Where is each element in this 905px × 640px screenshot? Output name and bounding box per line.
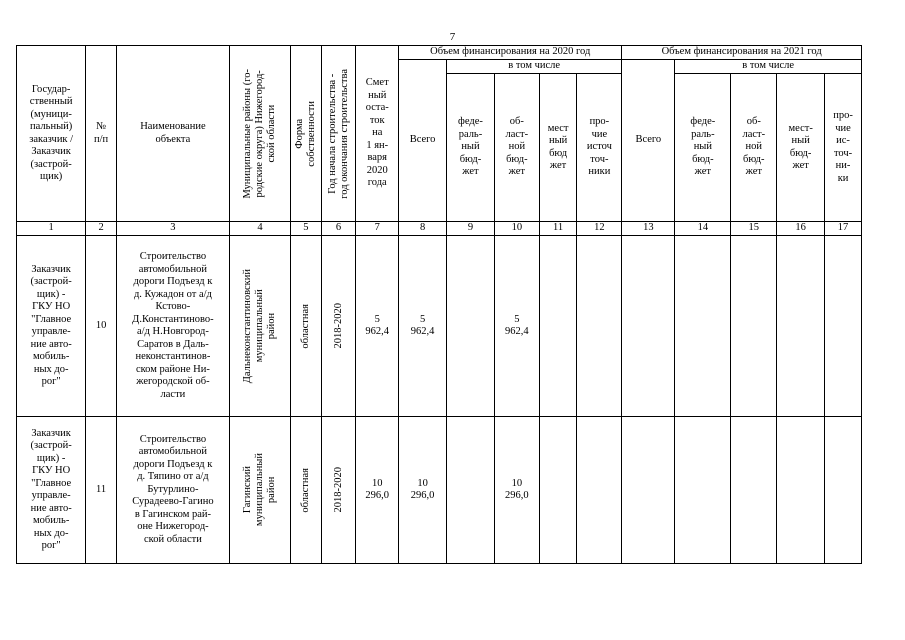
federal-2021-cell (675, 417, 731, 564)
row-number-cell: 10 (86, 236, 117, 417)
column-number: 6 (321, 222, 356, 236)
header-including-2021: в том числе (675, 60, 862, 74)
regional-2020-cell: 5 962,4 (494, 236, 539, 417)
local-2020-cell (539, 417, 577, 564)
column-number-row (17, 222, 862, 236)
other-2020-cell (577, 236, 622, 417)
header-row-1 (17, 46, 862, 60)
header-federal-2020: федe- раль- ный бюд- жет (447, 74, 495, 222)
estimate-cell: 10 296,0 (356, 417, 399, 564)
column-number: 15 (731, 222, 777, 236)
header-number: № п/п (86, 46, 117, 222)
header-regional-2021: об- ласт- ной бюд- жет (731, 74, 777, 222)
header-ownership (291, 46, 322, 222)
total-2021-cell (622, 236, 675, 417)
regional-2021-cell (731, 236, 777, 417)
column-number: 9 (447, 222, 495, 236)
header-estimate: Смет ный оста- ток на 1 ян- варя 2020 года (356, 46, 399, 222)
header-object-name: Наименование объекта (116, 46, 229, 222)
column-number: 11 (539, 222, 577, 236)
column-number: 5 (291, 222, 322, 236)
district-cell (229, 417, 290, 564)
local-2021-cell (777, 417, 825, 564)
column-number: 17 (825, 222, 862, 236)
years-cell (321, 236, 356, 417)
federal-2021-cell (675, 236, 731, 417)
column-number: 13 (622, 222, 675, 236)
regional-2020-cell: 10 296,0 (494, 417, 539, 564)
column-number: 16 (777, 222, 825, 236)
district-text: Гагинский муниципальный район (242, 453, 278, 527)
header-ownership-text: Форма собственности (293, 100, 317, 167)
header-other-2020: про- чие источ точ- ники (577, 74, 622, 222)
header-local-2020: мест ный бюд жет (539, 74, 577, 222)
customer-cell: Заказчик (застрой- щик) - ГКУ НО "Главное управле- ние авто- мобиль- ных до- рог" (17, 417, 86, 564)
header-total-2020: Всего (399, 60, 447, 222)
other-2020-cell (577, 417, 622, 564)
ownership-text: областная (299, 467, 311, 513)
total-2021-cell (622, 417, 675, 564)
page-number: 7 (449, 31, 456, 43)
local-2021-cell (777, 236, 825, 417)
years-cell (321, 417, 356, 564)
header-district (229, 46, 290, 222)
ownership-text: областная (299, 303, 311, 349)
total-2020-cell: 5 962,4 (399, 236, 447, 417)
column-number: 10 (494, 222, 539, 236)
header-including-2020: в том числе (447, 60, 622, 74)
column-number: 2 (86, 222, 117, 236)
column-number: 8 (399, 222, 447, 236)
years-text: 2018-2020 (332, 303, 344, 349)
total-2020-cell: 10 296,0 (399, 417, 447, 564)
row-number-cell: 11 (86, 417, 117, 564)
column-number: 1 (17, 222, 86, 236)
other-2021-cell (825, 236, 862, 417)
years-text: 2018-2020 (332, 467, 344, 513)
column-number: 3 (116, 222, 229, 236)
header-district-text: Муниципальные районы (го- родские округа) Нижегород- ской области (242, 68, 278, 199)
column-number: 7 (356, 222, 399, 236)
column-number: 4 (229, 222, 290, 236)
estimate-cell: 5 962,4 (356, 236, 399, 417)
table-row (17, 417, 862, 564)
district-text: Дальнеконстантиновский муниципальный район (242, 268, 278, 384)
header-federal-2021: федe- раль- ный бюд- жет (675, 74, 731, 222)
object-name-cell: Строительство автомобильной дороги Подъезд к д. Кужадон от а/д Кстово- Д.Константиново- а/д Н.Новгород- Саратов в Даль- неконстантинов- ском районе Ни- жегородской об- ласти (116, 236, 229, 417)
district-cell (229, 236, 290, 417)
header-other-2021: про- чие ис- точ- ни- ки (825, 74, 862, 222)
header-financing-2020: Объем финансирования на 2020 год (399, 46, 622, 60)
header-years (321, 46, 356, 222)
object-name-cell: Строительство автомобильной дороги Подъезд к д. Тяпино от а/д Бутурлино- Сурадеево-Гагино в Гагинском рай- оне Нижегород- ской области (116, 417, 229, 564)
header-total-2021: Всего (622, 60, 675, 222)
ownership-cell (291, 417, 322, 564)
header-years-text: Год начала строительства - год окончания строительства (326, 68, 350, 199)
column-number: 12 (577, 222, 622, 236)
ownership-cell (291, 236, 322, 417)
header-customer: Государ- ственный (муници- пальный) заказчик / Заказчик (застрой- щик) (17, 46, 86, 222)
regional-2021-cell (731, 417, 777, 564)
header-regional-2020: об- ласт- ной бюд- жет (494, 74, 539, 222)
column-number: 14 (675, 222, 731, 236)
federal-2020-cell (447, 417, 495, 564)
financing-table (16, 45, 862, 564)
local-2020-cell (539, 236, 577, 417)
header-financing-2021: Объем финансирования на 2021 год (622, 46, 862, 60)
table-row (17, 236, 862, 417)
header-local-2021: мест- ный бюд- жет (777, 74, 825, 222)
customer-cell: Заказчик (застрой- щик) - ГКУ НО "Главное управле- ние авто- мобиль- ных до- рог" (17, 236, 86, 417)
federal-2020-cell (447, 236, 495, 417)
other-2021-cell (825, 417, 862, 564)
